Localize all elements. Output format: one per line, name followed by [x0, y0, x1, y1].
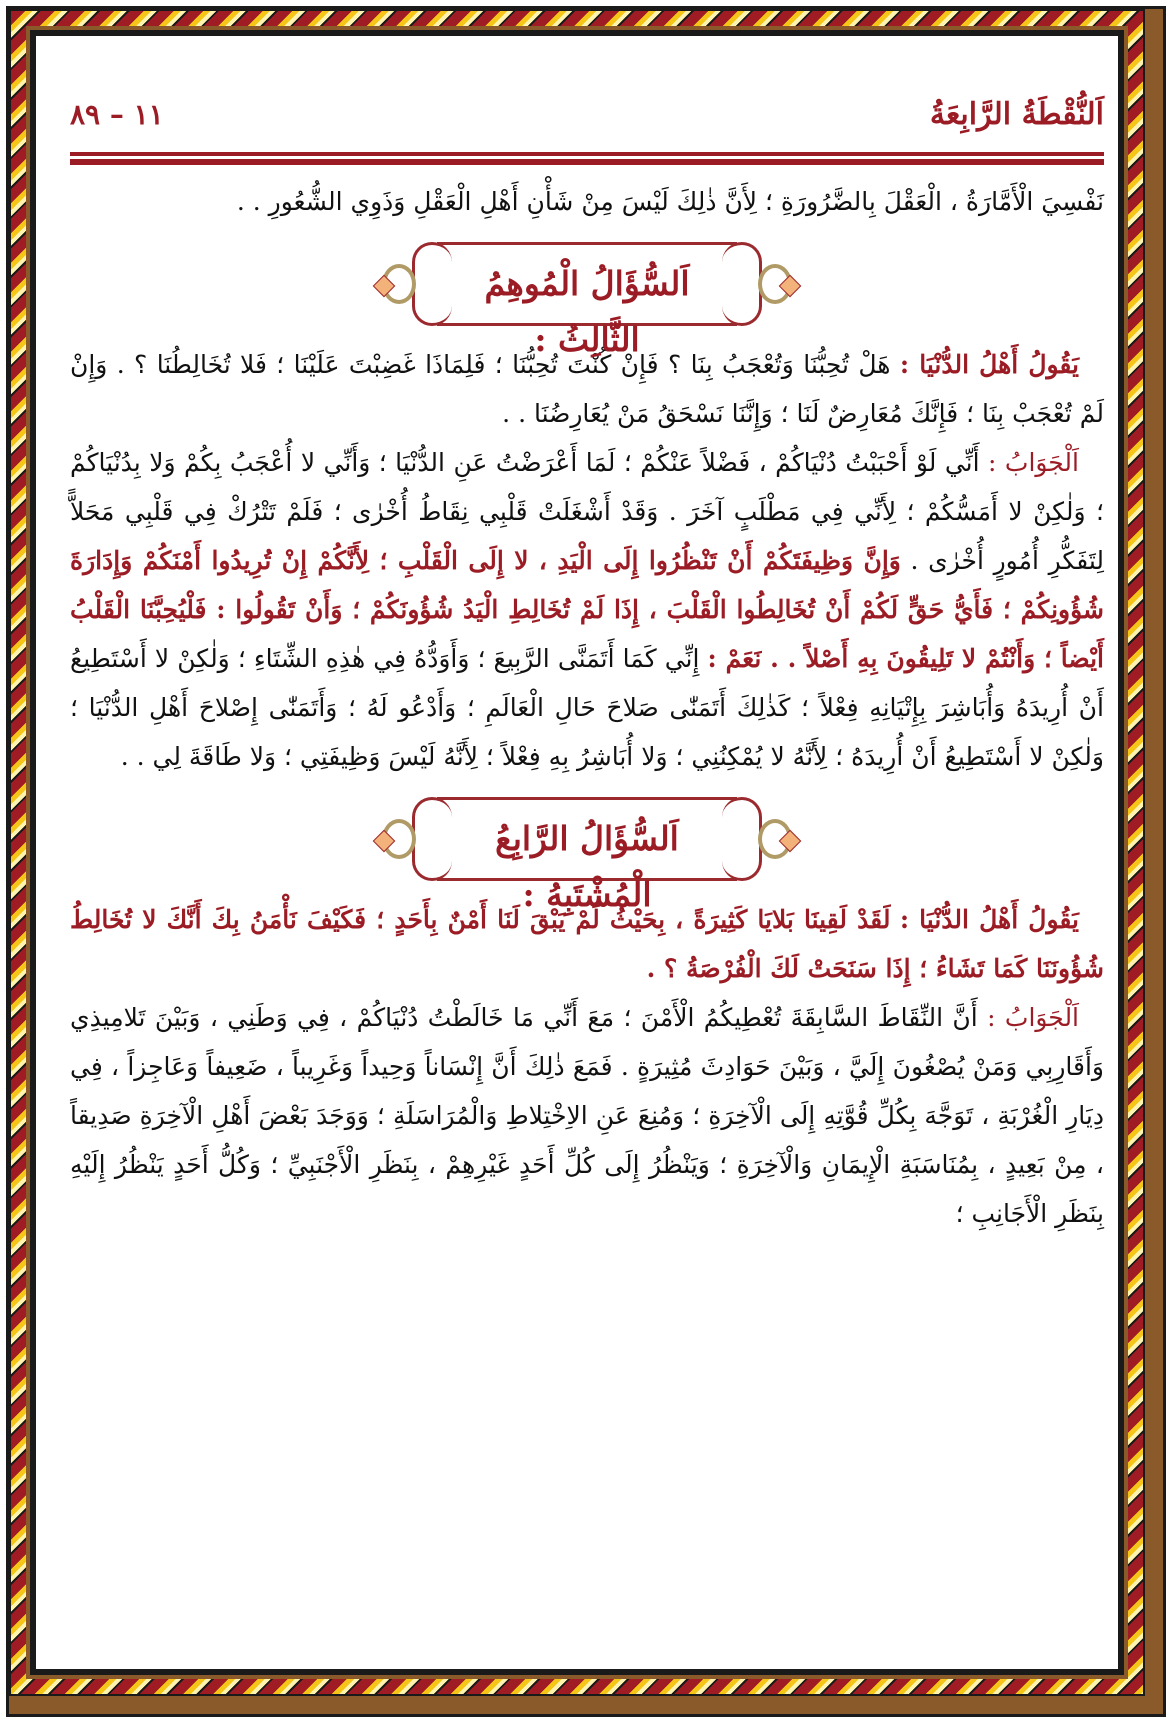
header-rule — [70, 152, 1104, 156]
heading-title: اَلسُّؤَالُ الرَّابِعُ الْمُشْتَبِهُ : — [495, 819, 679, 914]
answer-paragraph — [70, 993, 1104, 1238]
speaker-label: يَقُولُ أَهْلُ الدُّنْيَا : — [899, 350, 1080, 379]
speaker-label: يَقُولُ أَهْلُ الدُّنْيَا : — [899, 905, 1079, 934]
running-title: اَلنُّقْطَةُ الرَّابِعَةُ — [929, 96, 1104, 132]
page-content — [70, 84, 1104, 1238]
question-text: لَقَدْ لَقِينَا بَلايَا كَثِيرَةً ، بِحَيْثُ لَمْ يَبْقَ لَنَا أَمْنٌ بِأَحَدٍ ؛ فَكَيْفَ نَأْمَنُ بِكَ أَنَّكَ لا تُخَالِطُ شُؤُونَنَا كَمَا تَشَاءُ ؛ إِذَا سَنَحَتْ لَكَ الْفُرْصَةُ ؟ . — [70, 905, 1104, 983]
page-number: ١١ – ٨٩ — [70, 97, 164, 131]
header-rule-thick — [70, 159, 1104, 165]
paragraph-continuation: نَفْسِيَ الْأَمَّارَةُ ، الْعَقْلَ بِالضَّرُورَةِ ؛ لِأَنَّ ذٰلِكَ لَيْسَ مِنْ شَأْنِ أَهْلِ الْعَقْلِ وَذَوِي الشُّعُورِ . . — [236, 187, 1104, 216]
answer-text: أَنَّ النِّقَاطَ السَّابِقَةَ تُعْطِيكُمُ الْأَمْنَ ؛ مَعَ أَنِّي مَا خَالَطْتُ دُنْيَاكُمْ ، فِي وَطَنِي ، وَبَيْنَ تَلامِيذِي وَأَقَارِبِي وَمَنْ يُصْغُونَ إِلَيَّ ، وَبَيْنَ حَوَادِثَ مُثِيرَةٍ . فَمَعَ ذٰلِكَ أَنَّ إِنْسَاناً وَحِيداً وَغَرِيباً ، ضَعِيفاً وَعَاجِزاً ، فِي دِيَارِ الْغُرْبَةِ ، تَوَجَّهَ بِكُلِّ قُوَّتِهِ إِلَى الْآخِرَةِ ؛ وَمُنِعَ عَنِ الاِخْتِلاطِ وَالْمُرَاسَلَةِ ؛ وَوَجَدَ بَعْضَ أَهْلِ الْآخِرَةِ صَدِيقاً ، مِنْ بَعِيدٍ ، بِمُنَاسَبَةِ الْإِيمَانِ وَالْآخِرَةِ ؛ وَيَنْظُرُ إِلَى كُلِّ أَحَدٍ غَيْرِهِمْ ، بِنَظَرِ الْأَجْنَبِيِّ ؛ وَكُلُّ أَحَدٍ يَنْظُرُ إِلَيْهِ بِنَظَرِ الْأَجَانِبِ ؛ — [70, 1003, 1104, 1228]
heading-title: اَلسُّؤَالُ الْمُوهِمُ الثَّالِثُ : — [484, 264, 690, 359]
answer-label: اَلْجَوَابُ : — [988, 448, 1079, 477]
heading-frame-top — [437, 797, 737, 800]
heading-frame-top — [437, 242, 737, 245]
answer-text: أَنِّي لَوْ أَحْبَبْتُ دُنْيَاكُمْ ، فَضْلاً عَنْكُمْ ؛ لَمَا أَعْرَضْتُ عَنِ الدُّنْيَا ؛ وَأَنِّي لا أُعْجَبُ بِكُمْ وَلا بِدُنْيَاكُمْ ؛ وَلٰكِنْ لا أَمَسُّكُمْ ؛ لِأَنِّي فِي مَطْلَبٍ آخَرَ . وَقَدْ أَشْغَلَتْ قَلْبِي نِقَاطُ أُخْرٰى ؛ فَلَمْ تَتْرُكْ فِي قَلْبِي مَحَلاًّ لِتَفَكُّرِ أُمُورٍ أُخْرٰى . — [70, 448, 1105, 575]
section-heading-q3 — [382, 234, 792, 359]
answer-paragraph — [70, 438, 1104, 781]
answer-label: اَلْجَوَابُ : — [987, 1003, 1080, 1032]
section-heading-q4 — [382, 789, 792, 914]
answer-text-continued: إِنِّي كَمَا أَتَمَنَّى الرَّبِيعَ ؛ وَأَوَدُّهُ فِي هٰذِهِ الشِّتَاءِ ؛ وَلٰكِنْ لا أَسْتَطِيعُ أَنْ أُرِيدَهُ وَأُبَاشِرَ بِإِتْيَانِهِ فِعْلاً ؛ كَذٰلِكَ أَتَمَنّٰى صَلاحَ حَالِ الْعَالَمِ ؛ وَأَدْعُو لَهُ ؛ وَأَتَمَنّٰى إِصْلاحَ أَهْلِ الدُّنْيَا ؛ وَلٰكِنْ لا أَسْتَطِيعُ أَنْ أُرِيدَهُ ؛ لِأَنَّهُ لا يُمْكِنُنِي ؛ وَلا أُبَاشِرُ بِهِ فِعْلاً ؛ لِأَنَّهُ لَيْسَ وَظِيفَتِي ؛ وَلا طَاقَةَ لِي . . — [70, 644, 1104, 771]
answer-emphasis: وَإِنَّ وَظِيفَتَكُمْ أَنْ تَنْظُرُوا إِلَى الْيَدِ ، لا إِلَى الْقَلْبِ ؛ لِأَنَّكُمْ إِنْ تُرِيدُوا أَمْنَكُمْ وَإِدَارَةَ شُؤُونِكُمْ ؛ فَأَيُّ حَقٍّ لَكُمْ أَنْ تُخَالِطُوا الْقَلْبَ ، إِذَا لَمْ تُخَالِطِ الْيَدُ شُؤُونَكُمْ ؛ وَأَنْ تَقُولُوا : فَلْيُحِبَّنَا الْقَلْبُ أَيْضاً ؛ وَأَنْتُمْ لا تَلِيقُونَ بِهِ أَصْلاً . . نَعَمْ : — [70, 546, 1105, 673]
page-header — [70, 84, 1104, 144]
question-text: هَلْ تُحِبُّنَا وَتُعْجَبُ بِنَا ؟ فَإِنْ كُنْتَ تُحِبُّنَا ؛ فَلِمَاذَا غَضِبْتَ عَلَيْنَا ؛ فَلا تُخَالِطُنَا ؟ . وَإِنْ لَمْ تُعْجَبْ بِنَا ؛ فَإِنَّكَ مُعَارِضٌ لَنَا ؛ وَإِنَّنَا نَسْحَقُ مَنْ يُعَارِضُنَا . . — [70, 350, 1104, 428]
